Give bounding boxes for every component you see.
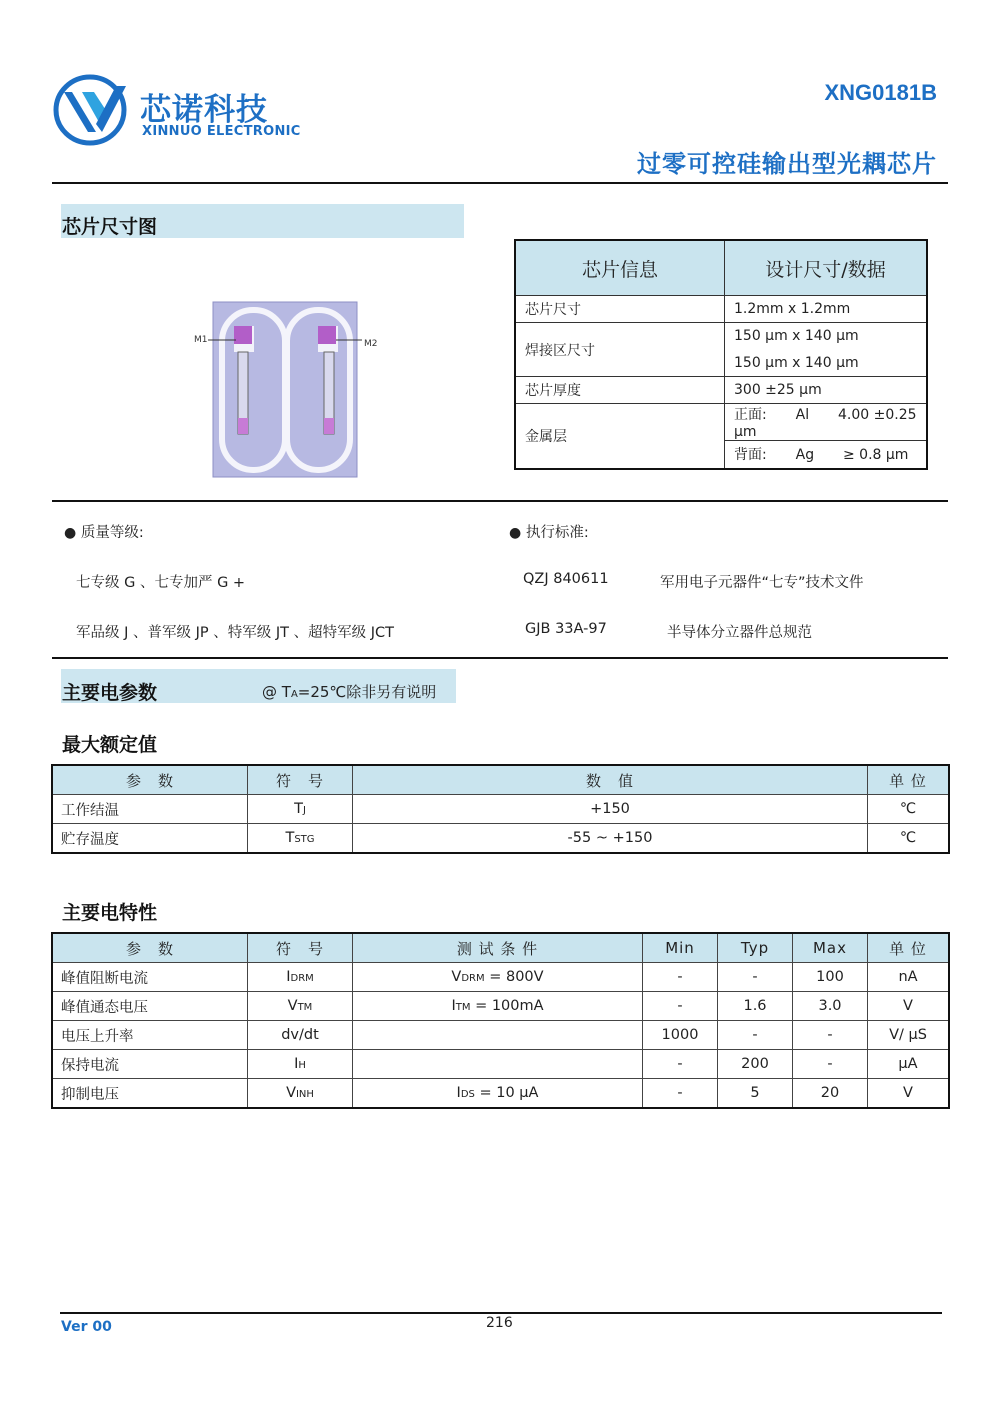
characteristics-table: [51, 932, 950, 1109]
pad-size-value-2: 150 µm x 140 µm: [725, 350, 928, 377]
header-unit: 单 位: [868, 933, 950, 963]
electrical-section-title: 主要电参数: [62, 682, 158, 704]
bullet-icon: ●: [64, 525, 77, 541]
symbol-cell: VTM: [248, 992, 353, 1021]
design-data-header: 设计尺寸/数据: [725, 240, 928, 296]
header-symbol: 符 号: [248, 765, 353, 795]
header-param: 参 数: [52, 765, 248, 795]
condition-cell: ITM = 100mA: [353, 992, 643, 1021]
table-row: 贮存温度 TSTG -55 ~ +150 ℃: [52, 824, 949, 854]
header-max: Max: [793, 933, 868, 963]
chip-info-header: 芯片信息: [515, 240, 725, 296]
section-divider-1: [52, 500, 948, 502]
condition-cell: VDRM = 800V: [353, 963, 643, 992]
symbol-cell: IDRM: [248, 963, 353, 992]
chip-diagram: [194, 300, 384, 480]
standard-1-desc: 军用电子元器件“七专”技术文件: [660, 575, 864, 591]
header-value: 数 值: [353, 765, 868, 795]
logo-mark-icon: [52, 72, 132, 146]
section-divider-2: [52, 657, 948, 659]
brand-name-en: XINNUO ELECTRONIC: [142, 124, 301, 139]
symbol-cell: dv/dt: [248, 1021, 353, 1050]
chip-size-label: 芯片尺寸: [515, 296, 725, 323]
pad-size-value-1: 150 µm x 140 µm: [725, 323, 928, 350]
version-label: Ver 00: [61, 1319, 112, 1335]
header-symbol: 符 号: [248, 933, 353, 963]
quality-title: 质量等级:: [80, 525, 144, 541]
header-param: 参 数: [52, 933, 248, 963]
condition-cell: [353, 1050, 643, 1079]
footer-divider: [60, 1312, 942, 1314]
standard-heading: [509, 521, 589, 542]
pad-size-label: 焊接区尺寸: [515, 323, 725, 377]
max-ratings-title: 最大额定值: [62, 734, 158, 756]
chip-info-table: [514, 239, 928, 470]
metal-layer-label: 金属层: [515, 404, 725, 469]
pad-label-m1: M1: [194, 335, 208, 345]
table-row: 工作结温 TJ +150 ℃: [52, 795, 949, 824]
table-row: 抑制电压 VINH IDS = 10 µA - 5 20 V: [52, 1079, 949, 1109]
header-condition: 测 试 条 件: [353, 933, 643, 963]
symbol-cell: TSTG: [248, 824, 353, 854]
quality-line-1: 七专级 G 、七专加严 G +: [76, 575, 246, 591]
chip-size-section-title: 芯片尺寸图: [62, 216, 158, 238]
characteristics-title: 主要电特性: [62, 902, 158, 924]
standard-title: 执行标准:: [525, 525, 589, 541]
company-logo: [52, 72, 132, 146]
table-row: 峰值通态电压 VTM ITM = 100mA - 1.6 3.0 V: [52, 992, 949, 1021]
quality-line-2: 军品级 J 、普军级 JP 、特军级 JT 、超特军级 JCT: [76, 625, 394, 641]
header-divider: [52, 182, 948, 184]
table-row: 电压上升率 dv/dt 1000 - - V/ µS: [52, 1021, 949, 1050]
standard-1-code: QZJ 840611: [523, 571, 609, 587]
condition-cell: IDS = 10 µA: [353, 1079, 643, 1109]
standard-2-code: GJB 33A-97: [525, 621, 607, 637]
table-row: 保持电流 IH - 200 - µA: [52, 1050, 949, 1079]
header-unit: 单 位: [868, 765, 950, 795]
chip-size-value: 1.2mm x 1.2mm: [725, 296, 928, 323]
standard-2-desc: 半导体分立器件总规范: [667, 625, 812, 641]
quality-heading: [64, 521, 144, 542]
table-row: 峰值阻断电流 IDRM VDRM = 800V - - 100 nA: [52, 963, 949, 992]
thickness-value: 300 ±25 µm: [725, 377, 928, 404]
document-title: 过零可控硅输出型光耦芯片: [637, 150, 937, 178]
symbol-cell: IH: [248, 1050, 353, 1079]
header-typ: Typ: [718, 933, 793, 963]
pad-label-m2: M2: [364, 339, 378, 349]
back-metal-row: [725, 441, 928, 469]
bullet-icon: ●: [509, 525, 522, 541]
part-number: XNG0181B: [824, 80, 937, 105]
brand-name-cn: 芯诺科技: [140, 92, 268, 128]
page-number: 216: [486, 1315, 513, 1331]
thickness-label: 芯片厚度: [515, 377, 725, 404]
symbol-cell: TJ: [248, 795, 353, 824]
front-label: 正面:: [734, 407, 767, 423]
condition-cell: [353, 1021, 643, 1050]
back-value: ≥ 0.8 µm: [843, 447, 909, 464]
header-min: Min: [643, 933, 718, 963]
back-label: 背面:: [734, 447, 767, 464]
symbol-cell: VINH: [248, 1079, 353, 1109]
back-metal: Ag: [795, 447, 815, 464]
front-value: 4.00 ±0.25 µm: [734, 407, 917, 440]
max-ratings-table: [51, 764, 950, 854]
front-metal: Al: [795, 407, 810, 423]
test-condition-note: @ TA=25℃除非另有说明: [262, 683, 437, 701]
front-metal-row: [725, 404, 928, 441]
